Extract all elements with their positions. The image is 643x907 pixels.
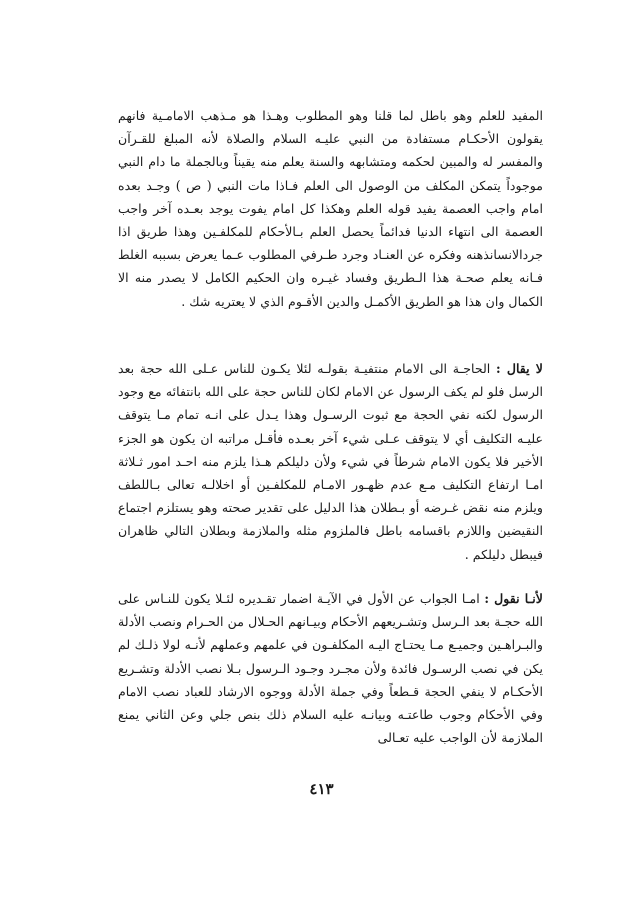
- paragraph-2-lead: لا يقال :: [496, 361, 543, 376]
- paragraph-2-text: الحاجـة الى الامام منتفيـة بقولـه لئلا يكـون للناس عـلى الله حجة بعد الرسل فلو لم يكف الرسول عن الامام لكان للناس حجة على الله بانتفائه مع وجود الرسول لكنه نفي الحجة مع ثبوت الرسـول وهذا يـدل على انـه تمام مـا يتوقف عليـه التكليف أي لا يتوقف عـلى شيء آخر بعـده فأقـل مراتبه ان يكون هو الجزء الأخير فلا يكون الامام شرطاً في شيء ولأن دليلكم هـذا يلزم منه احـد امور ثـلاثة امـا ارتفاع التكليف مـع عدم ظهـور الامـام للمكلفـين أو اخلالـه تعالى بـاللطف ويلزم منه نقض غـرضه أو بـطلان هذا الدليل على تقدير صحته وهو يستلزم اجتماع النقيضين واللازم باقسامه باطل فالملزوم مثله والملازمة وبطلان التالي ظاهران فيبطل دليلكم .: [118, 361, 543, 562]
- paragraph-3-text: امـا الجواب عن الأول في الآيـة اضمار تقـديره لئـلا يكون للنـاس على الله حجـة بعد الـرسل وتشـريعهم الأحكام وبيـانهم الحـلال من الحـرام ونصب الأدلة والبـراهـين وجميـع مـا يحتـاج اليـه المكلفـون في علمهم وعملهم لأنـه لولا ذلـك لم يكن في نصب الرسـول فائدة ولأن مجـرد وجـود الـرسول بـلا نصب الأدلة وتشـريع الأحكـام لا ينفي الحجة قـطعاً وفي جملة الأدلة ووجوه الارشاد للعباد نصب الامام وفي الأحكام وجوب طاعتـه وبيانـه عليه السلام ذلك بنص جلي وعن الثاني يمنع الملازمة لأن الواجب عليه تعـالى: [118, 591, 543, 746]
- paragraph-3-lead: لأنـا نقول :: [484, 591, 543, 606]
- paragraph-1: [118, 104, 543, 313]
- paragraph-2: [118, 357, 543, 566]
- page-number: ٤١٣: [309, 780, 334, 798]
- paragraph-1-text: المفيد للعلم وهو باطل لما قلنا وهو المطلوب وهـذا هو مـذهب الامامـية فانهم يقولون الأحكـام مستفادة من النبي عليـه السلام والصلاة لأنه المبلغ للقـرآن والمفسر له والمبين لحكمه ومتشابهه والسنة يعلم منه يقيناً وبالجملة ما دام النبي موجوداً يتمكن المكلف من الوصول الى العلم فـاذا مات النبي ( ص ) وجـد بعده امام واجب العصمة يفيد قوله العلم وهكذا كل امام يفوت يوجد بعـده آخر واجب العصمة الى انتهاء الدنيا فدائماً يحصل العلم بـالأحكام للمكلفـين وهذا طريق اذا جردالانسانذهنه وفكره عن العنـاد وجرد طـرفي المطلوب عـما يعرض بسببه الغلط فـانه يعلم صحـة هذا الـطريق وفساد غيـره وان الحكيم الكامل لا يصدر منه الا الكمال وان هذا هو الطريق الأكمـل والدين الأقـوم الذي لا يعتريه شك .: [118, 108, 543, 309]
- paragraph-3: [118, 587, 543, 749]
